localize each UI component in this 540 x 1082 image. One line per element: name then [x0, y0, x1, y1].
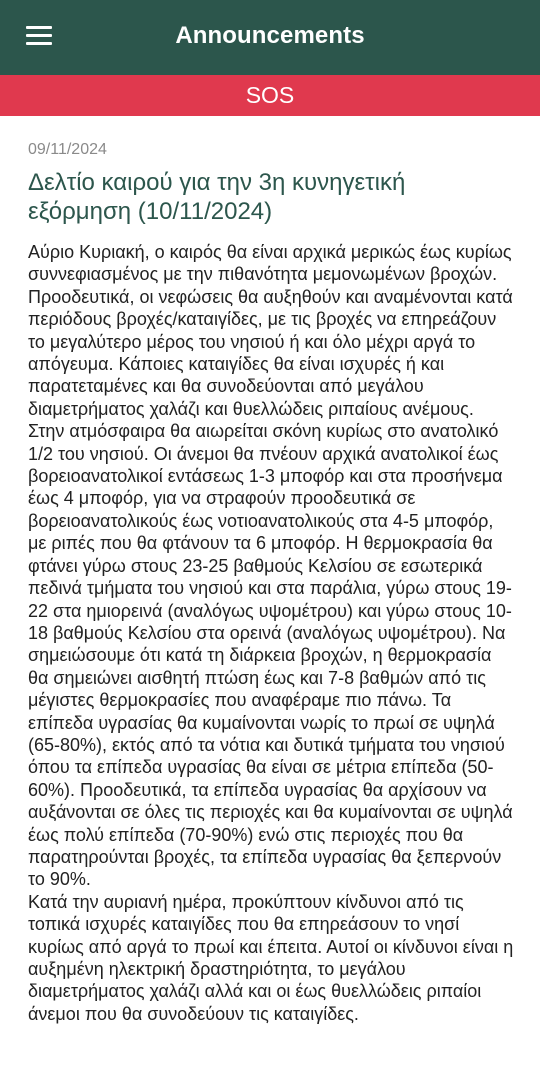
page-title: Announcements — [175, 22, 365, 49]
announcement-title: Δελτίο καιρού για την 3η κυνηγετική εξόρμηση (10/11/2024) — [28, 169, 406, 225]
sos-button[interactable]: SOS — [0, 75, 540, 116]
announcement-body: Αύριο Κυριακή, ο καιρός θα είναι αρχικά μερικώς έως κυρίως συννεφιασμένος με την πιθανότητα μεμονωμένων βροχών. Προοδευτικά, οι νεφώσεις θα αυξηθούν και αναμένονται κατά περιόδους βροχές/καταιγίδες, με τις βροχές να επηρεάζουν το μεγαλύτερο μέρος του νησιού ή και όλο μέχρι αργά το απόγευμα. Κάποιες καταιγίδες θα είναι ισχυρές ή και παρατεταμένες και θα συνοδεύονται από μεγάλου διαμετρήματος χαλάζι και θυελλώδεις ριπαίους ανέμους. Στην ατμόσφαιρα θα αιωρείται σκόνη κυρίως στο ανατολικό 1/2 του νησιού. Οι άνεμοι θα πνέουν αρχικά ανατολικοί έως βορειοανατολικοί εντάσεως 1-3 μποφόρ και στα προσήνεμα έως 4 μποφόρ, για να στραφούν προοδευτικά σε βορειοανατολικούς έως νοτιοανατολικούς στα 4-5 μποφόρ, με ριπές που θα φτάνουν τα 6 μποφόρ. Η θερμοκρασία θα φτάνει γύρω στους 23-25 βαθμούς Κελσίου σε εσωτερικά πεδινά τμήματα του νησιού και στα παράλια, γύρω στους 19-22 στα ημιορεινά (αναλόγως υψομέτρου) και γύρω στους 10-18 βαθμούς Κελσίου στα ορεινά (αναλόγως υψομέτρου). Να σημειώσουμε ότι κατά τη διάρκεια βροχών, η θερμοκρασία θα σημειώνει αισθητή πτώση έως και 7-8 βαθμών από τις μέγιστες θερμοκρασίες που αναφέραμε πιο πάνω. Τα επίπεδα υγρασίας θα κυμαίνονται νωρίς το πρωί σε υψηλά (65-80%), εκτός από τα νότια και δυτικά τμήματα του νησιού όπου τα επίπεδα υγρασίας θα είναι σε μέτρια επίπεδα (50-60%). Προοδευτικά, τα επίπεδα υγρασίας θα αρχίσουν να αυξάνονται σε όλες τις περιοχές και θα κυμαίνονται σε υψηλά έως πολύ επίπεδα (70-90%) ενώ στις περιοχές που θα παρατηρούνται βροχές, τα επίπεδα υγρασίας θα ξεπερνούν το 90%. Κατά την αυριανή ημέρα, προκύπτουν κίνδυνοι από τις τοπικά ισχυρές καταιγίδες που θα επηρεάσουν το νησί κυρίως από αργά το πρωί και έπειτα. Αυτοί οι κίνδυνοι είναι η αυξημένη ηλεκτρική δραστηριότητα, το μεγάλου διαμετρήματος χαλάζι αλλά και οι έως θυελλώδεις ριπαίοι άνεμοι που θα συνοδεύουν τις καταιγίδες. — [28, 242, 514, 1024]
announcement-date: 09/11/2024 — [28, 141, 107, 158]
announcement-card — [28, 116, 514, 1025]
app-bar — [0, 0, 540, 75]
